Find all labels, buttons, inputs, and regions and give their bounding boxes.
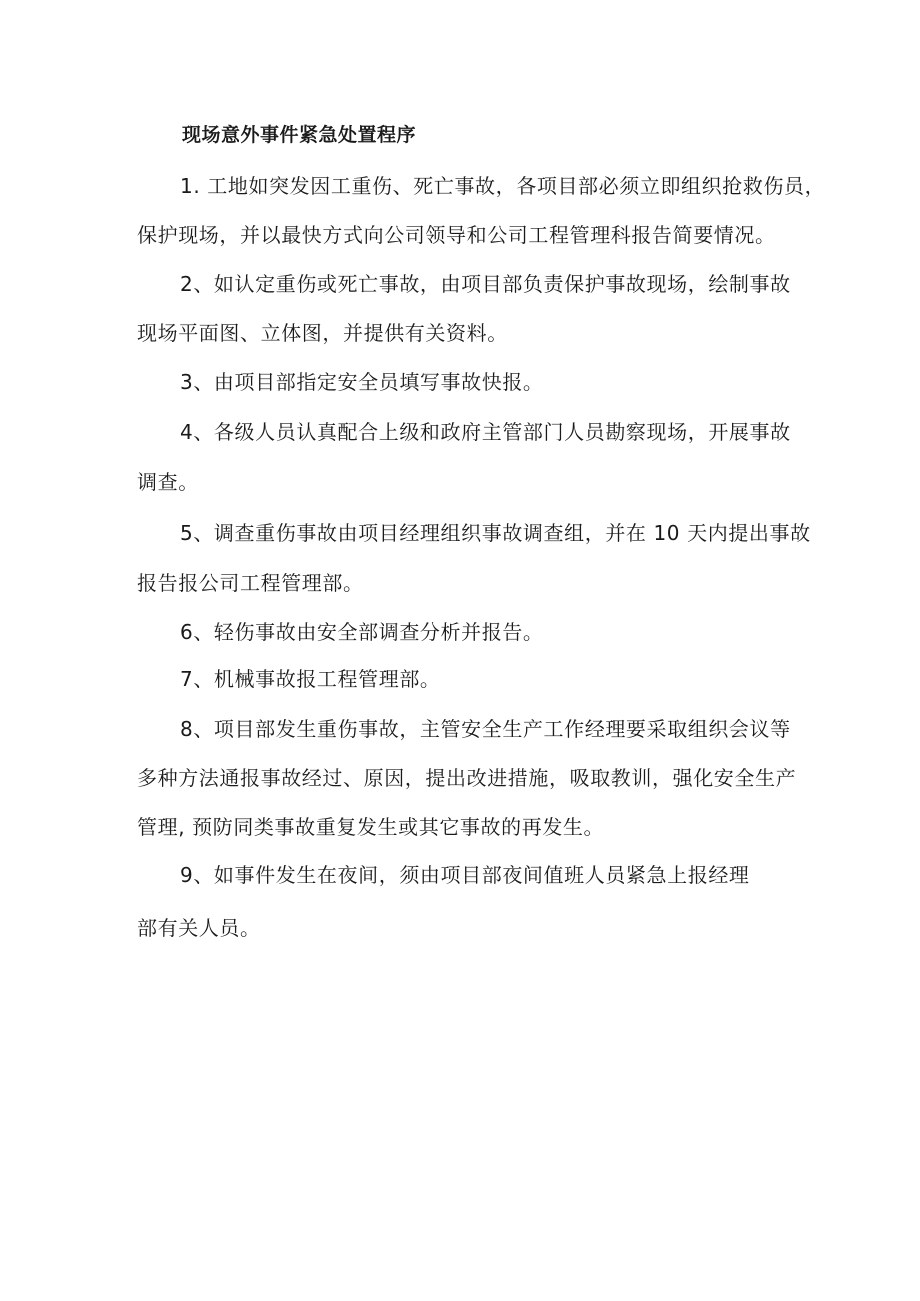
paragraph-8-line-2: 多种方法通报事故经过、原因，提出改进措施，吸取教训，强化安全生产 [137, 766, 797, 790]
paragraph-6-line-1: 6、轻伤事故由安全部调查分析并报告。 [180, 620, 544, 644]
paragraph-2-line-1: 2、如认定重伤或死亡事故，由项目部负责保护事故现场，绘制事故 [180, 272, 791, 296]
paragraph-2-line-2: 现场平面图、立体图，并提供有关资料。 [137, 321, 508, 345]
paragraph-8-line-3: 管理, 预防同类事故重复发生或其它事故的再发生。 [137, 815, 605, 839]
document-title: 现场意外事件紧急处置程序 [182, 124, 417, 146]
paragraph-3-line-1: 3、由项目部指定安全员填写事故快报。 [180, 370, 544, 394]
paragraph-8-line-1: 8、项目部发生重伤事故，主管安全生产工作经理要采取组织会议等 [180, 717, 791, 741]
paragraph-4-line-2: 调查。 [137, 470, 199, 494]
paragraph-9-line-2: 部有关人员。 [137, 916, 261, 940]
paragraph-1-line-1: 1. 工地如突发因工重伤、死亡事故，各项目部必须立即组织抢救伤员， [180, 174, 826, 198]
paragraph-5-line-1: 5、调查重伤事故由项目经理组织事故调查组，并在 10 天内提出事故 [180, 521, 811, 545]
paragraph-5-line-2: 报告报公司工程管理部。 [137, 571, 364, 595]
paragraph-1-line-2: 保护现场，并以最快方式向公司领导和公司工程管理科报告简要情况。 [137, 223, 776, 247]
paragraph-7-line-1: 7、机械事故报工程管理部。 [180, 667, 441, 691]
paragraph-4-line-1: 4、各级人员认真配合上级和政府主管部门人员勘察现场，开展事故 [180, 420, 791, 444]
paragraph-9-line-1: 9、如事件发生在夜间，须由项目部夜间值班人员紧急上报经理 [180, 863, 750, 887]
